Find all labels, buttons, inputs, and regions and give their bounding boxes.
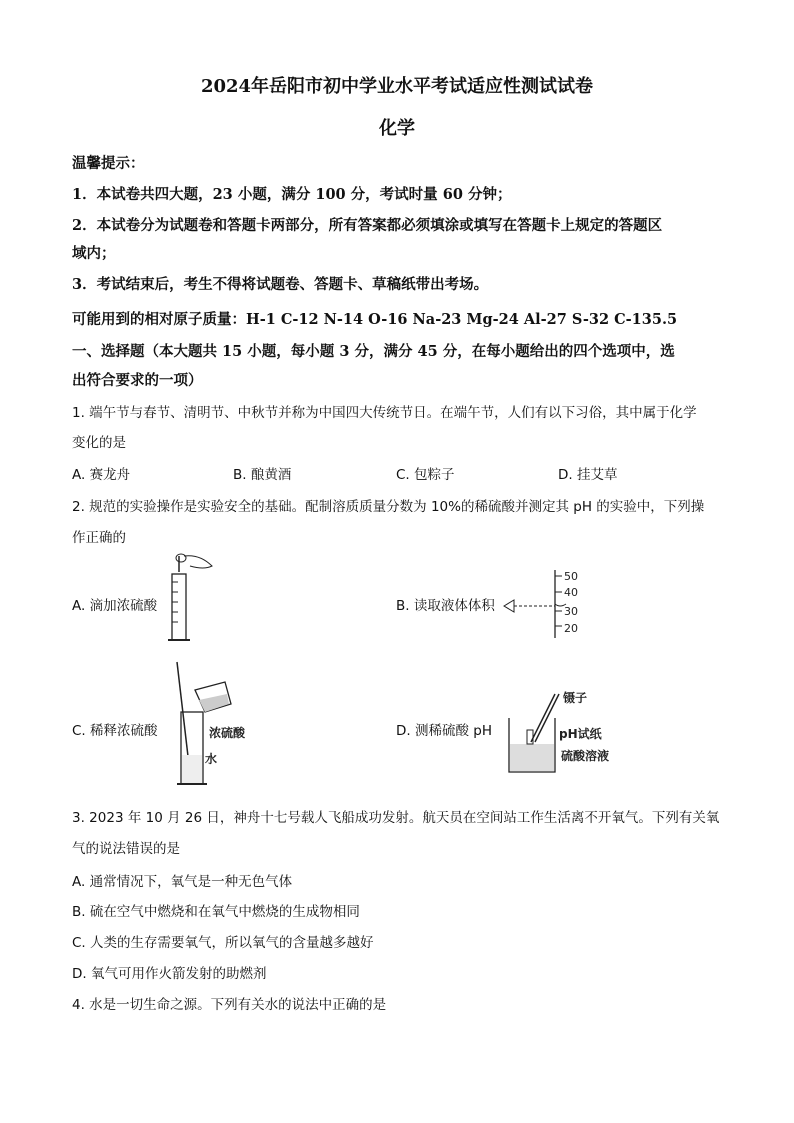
- tips-heading: 温馨提示：: [72, 155, 145, 172]
- section-1-heading: 一、选择题（本大题共 15 小题，每小题 3 分，满分 45 分，在每小题给出的四个选项中，选: [72, 343, 675, 360]
- q2-option-d: D. 测稀硫酸 pH: [396, 723, 492, 739]
- label-tweezers: 镊子: [563, 691, 588, 705]
- q1-option-c: C. 包粽子: [396, 467, 455, 483]
- tip-2: 2．本试卷分为试题卷和答题卡两部分，所有答案都必须填涂或填写在答题卡上规定的答题区: [72, 217, 663, 234]
- question-3-stem-cont: 气的说法错误的是: [72, 841, 180, 857]
- question-1-stem-cont: 变化的是: [72, 435, 126, 451]
- q3-option-c: C. 人类的生存需要氧气，所以氧气的含量越多越好: [72, 935, 374, 951]
- q1-option-a: A. 赛龙舟: [72, 467, 131, 483]
- q2-option-b: B. 读取液体体积: [396, 598, 495, 614]
- question-3-stem: 3. 2023 年 10 月 26 日，神舟十七号载人飞船成功发射。航天员在空间站工作生活离不开氧气。下列有关氧: [72, 810, 720, 826]
- dilution-figure: [165, 660, 275, 790]
- q1-option-d: D. 挂艾草: [558, 467, 618, 483]
- atomic-mass-line: 可能用到的相对原子质量：H-1 C-12 N-14 O-16 Na-23 Mg-24 Al-27 S-32 C-135.5: [72, 311, 678, 328]
- q1-option-b: B. 酿黄酒: [233, 467, 292, 483]
- tip-1: 1．本试卷共四大题，23 小题，满分 100 分，考试时量 60 分钟；: [72, 186, 512, 203]
- q2-option-c: C. 稀释浓硫酸: [72, 723, 158, 739]
- question-2-stem: 2. 规范的实验操作是实验安全的基础。配制溶质质量分数为 10%的稀硫酸并测定其 pH 的实验中，下列操: [72, 499, 705, 515]
- tip-2-cont: 域内；: [72, 245, 116, 262]
- section-1-heading-cont: 出符合要求的一项）: [72, 372, 203, 389]
- dropper-cylinder-figure: [160, 552, 220, 647]
- scale-50: 50: [564, 570, 578, 583]
- question-2-stem-cont: 作正确的: [72, 530, 126, 546]
- q3-option-d: D. 氧气可用作火箭发射的助燃剂: [72, 966, 267, 982]
- q2-option-a: A. 滴加浓硫酸: [72, 598, 158, 614]
- ph-test-figure: [505, 690, 625, 780]
- tip-3: 3．考试结束后，考生不得将试题卷、答题卡、草稿纸带出考场。: [72, 276, 489, 293]
- label-ph-paper: pH试纸: [559, 727, 602, 741]
- cylinder-reading-figure: [500, 568, 590, 640]
- exam-title: 2024年岳阳市初中学业水平考试适应性测试试卷: [200, 76, 594, 97]
- subject-title: 化学: [379, 118, 415, 139]
- q3-option-a: A. 通常情况下，氧气是一种无色气体: [72, 874, 293, 890]
- question-1-stem: 1. 端午节与春节、清明节、中秋节并称为中国四大传统节日。在端午节，人们有以下习俗，其中属于化学: [72, 405, 697, 421]
- eye-icon: [504, 600, 514, 612]
- scale-40: 40: [564, 586, 578, 599]
- question-4-stem: 4. 水是一切生命之源。下列有关水的说法中正确的是: [72, 997, 387, 1013]
- label-conc-acid: 浓硫酸: [209, 726, 246, 740]
- label-acid-solution: 硫酸溶液: [561, 749, 610, 763]
- scale-20: 20: [564, 622, 578, 635]
- label-water: 水: [205, 752, 218, 766]
- scale-30: 30: [564, 605, 578, 618]
- q3-option-b: B. 硫在空气中燃烧和在氧气中燃烧的生成物相同: [72, 904, 360, 920]
